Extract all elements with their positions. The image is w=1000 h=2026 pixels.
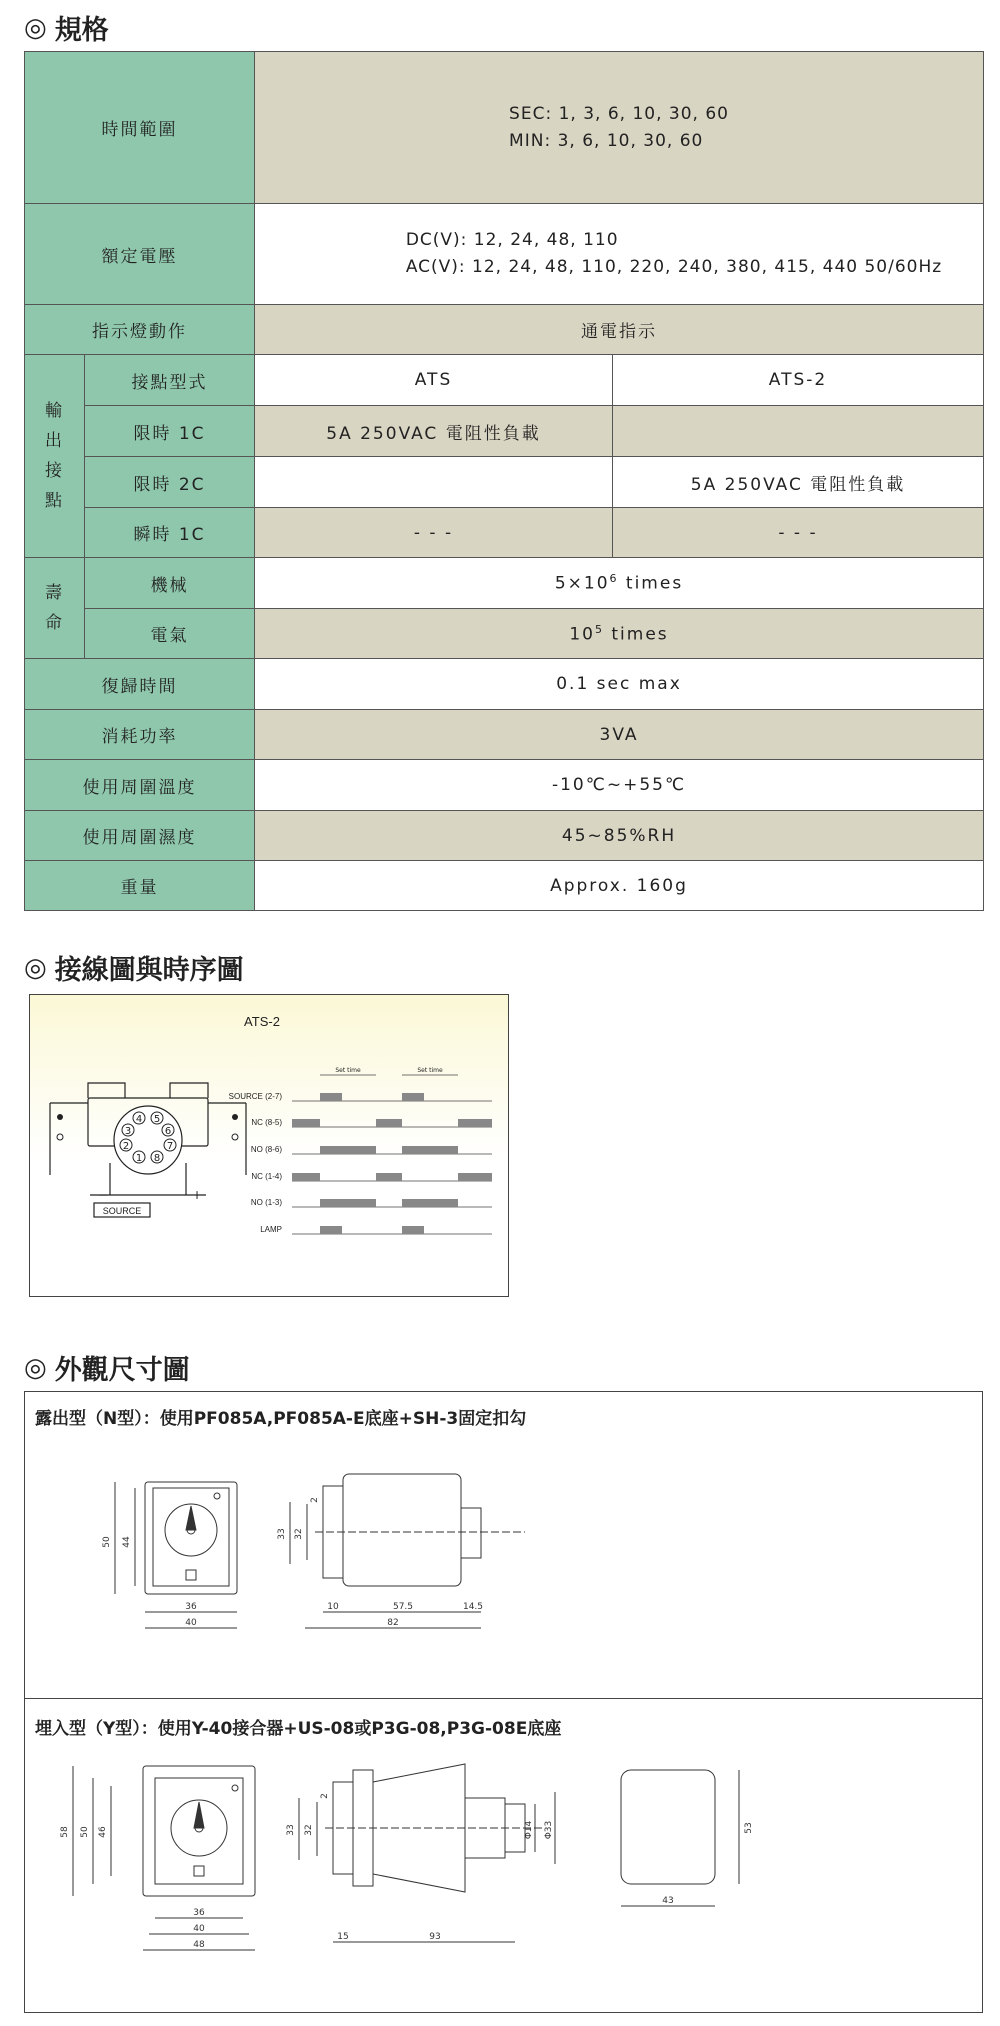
svg-text:2: 2 bbox=[310, 1497, 320, 1503]
source-label: SOURCE bbox=[102, 1206, 142, 1216]
y-side-view bbox=[299, 1764, 555, 1942]
svg-text:Φ33: Φ33 bbox=[544, 1820, 554, 1840]
temperature-label: 使用周圍溫度 bbox=[25, 760, 255, 811]
rated-voltage-label: 額定電壓 bbox=[25, 204, 255, 305]
reset-time-value: 0.1 sec max bbox=[255, 659, 984, 710]
svg-text:57.5: 57.5 bbox=[392, 1602, 414, 1612]
svg-text:36: 36 bbox=[185, 1602, 197, 1612]
power-value: 3VA bbox=[255, 710, 984, 760]
panel-divider bbox=[25, 1698, 982, 1699]
rated-voltage-value: DC(V): 12, 24, 48, 110 AC(V): 12, 24, 48, 110, 220, 240, 380, 415, 440 50/60Hz bbox=[255, 204, 984, 305]
svg-text:4: 4 bbox=[135, 1114, 143, 1125]
reset-time-label: 復歸時間 bbox=[25, 659, 255, 710]
time-range-value: SEC: 1, 3, 6, 10, 30, 60 MIN: 3, 6, 10, 30, 60 bbox=[255, 52, 984, 204]
y-side-dims bbox=[286, 1793, 554, 1942]
svg-text:Φ14: Φ14 bbox=[524, 1820, 534, 1840]
svg-text:50: 50 bbox=[80, 1826, 90, 1838]
svg-text:40: 40 bbox=[193, 1924, 205, 1934]
n-front-dims bbox=[102, 1536, 197, 1628]
svg-text:58: 58 bbox=[60, 1826, 70, 1838]
timed-2c-ats bbox=[255, 457, 613, 508]
y-cutout-dims bbox=[662, 1822, 754, 1906]
svg-text:14.5: 14.5 bbox=[462, 1602, 484, 1612]
svg-text:2: 2 bbox=[122, 1141, 130, 1152]
n-front-view bbox=[115, 1482, 237, 1628]
svg-text:NC (1-4): NC (1-4) bbox=[251, 1172, 282, 1181]
svg-text:NO (1-3): NO (1-3) bbox=[250, 1198, 282, 1207]
y-type-caption: 埋入型（Y型）：使用Y-40接合器+US-08或P3G-08,P3G-08E底座 bbox=[35, 1719, 562, 1739]
svg-text:6: 6 bbox=[164, 1126, 172, 1137]
life-mechanical-value: $5\times 10^6$ times bbox=[255, 558, 984, 609]
svg-text:43: 43 bbox=[662, 1896, 674, 1906]
timed-2c-label: 限時 2C bbox=[85, 457, 255, 508]
y-type-drawing bbox=[55, 1752, 955, 2002]
spec-section-title bbox=[24, 8, 109, 47]
svg-text:33: 33 bbox=[286, 1824, 296, 1836]
life-electrical-label: 電氣 bbox=[85, 609, 255, 659]
life-mechanical-label: 機械 bbox=[85, 558, 255, 609]
svg-text:7: 7 bbox=[166, 1141, 174, 1152]
wiring-section-title bbox=[24, 948, 244, 987]
life-group-label: 壽 命 bbox=[25, 558, 85, 659]
svg-text:53: 53 bbox=[744, 1822, 754, 1834]
circle-mark-icon: ◎ bbox=[24, 952, 47, 983]
dimensions-panel bbox=[24, 1391, 983, 2013]
wiring-diagram bbox=[30, 995, 508, 1296]
dims-section-title bbox=[24, 1348, 190, 1387]
svg-text:50: 50 bbox=[102, 1536, 112, 1548]
wiring-title: 接線圖與時序圖 bbox=[54, 955, 244, 986]
svg-text:3: 3 bbox=[124, 1126, 132, 1137]
set-time-labels bbox=[335, 1067, 443, 1074]
temperature-value: -10℃~+55℃ bbox=[255, 760, 984, 811]
timed-1c-ats: 5A 250VAC 電阻性負載 bbox=[255, 406, 613, 457]
svg-text:93: 93 bbox=[429, 1932, 441, 1942]
socket-schematic bbox=[50, 1083, 246, 1217]
time-range-label: 時間範圍 bbox=[25, 52, 255, 204]
timing-signal-labels bbox=[229, 1092, 283, 1234]
svg-text:82: 82 bbox=[387, 1618, 399, 1628]
circle-mark-icon: ◎ bbox=[24, 12, 47, 43]
instant-1c-label: 瞬時 1C bbox=[85, 508, 255, 558]
wiring-model-label: ATS-2 bbox=[244, 1014, 280, 1029]
spec-table bbox=[24, 51, 984, 911]
svg-text:8: 8 bbox=[153, 1153, 161, 1164]
output-group-label: 輸 出 接 點 bbox=[25, 355, 85, 558]
humidity-value: 45~85%RH bbox=[255, 811, 984, 861]
contact-type-ats2: ATS-2 bbox=[613, 355, 984, 406]
svg-text:46: 46 bbox=[98, 1826, 108, 1838]
life-electrical-value: $10^5$ times bbox=[255, 609, 984, 659]
svg-text:Set time: Set time bbox=[417, 1067, 443, 1074]
y-cutout-view bbox=[621, 1770, 739, 1906]
svg-text:15: 15 bbox=[337, 1932, 349, 1942]
svg-text:40: 40 bbox=[185, 1618, 197, 1628]
svg-text:32: 32 bbox=[294, 1528, 304, 1540]
svg-text:LAMP: LAMP bbox=[260, 1225, 282, 1234]
instant-1c-ats2: - - - bbox=[613, 508, 984, 558]
svg-text:1: 1 bbox=[135, 1153, 143, 1164]
indicator-value: 通電指示 bbox=[255, 305, 984, 355]
humidity-label: 使用周圍濕度 bbox=[25, 811, 255, 861]
svg-text:33: 33 bbox=[277, 1528, 287, 1540]
weight-label: 重量 bbox=[25, 861, 255, 911]
svg-text:2: 2 bbox=[320, 1793, 330, 1799]
svg-text:NO (8-6): NO (8-6) bbox=[250, 1145, 282, 1154]
n-type-drawing bbox=[85, 1452, 645, 1692]
timed-1c-ats2 bbox=[613, 406, 984, 457]
timed-1c-label: 限時 1C bbox=[85, 406, 255, 457]
y-front-dims bbox=[60, 1826, 205, 1950]
weight-value: Approx. 160g bbox=[255, 861, 984, 911]
svg-text:Set time: Set time bbox=[335, 1067, 361, 1074]
timing-pulses bbox=[292, 1093, 492, 1234]
spec-title: 規格 bbox=[54, 15, 109, 46]
plus-sign: + bbox=[192, 1188, 203, 1202]
svg-text:5: 5 bbox=[153, 1114, 161, 1125]
svg-text:48: 48 bbox=[193, 1940, 205, 1950]
dims-title: 外觀尺寸圖 bbox=[54, 1355, 190, 1386]
timed-2c-ats2: 5A 250VAC 電阻性負載 bbox=[613, 457, 984, 508]
circle-mark-icon: ◎ bbox=[24, 1352, 47, 1383]
svg-text:32: 32 bbox=[304, 1824, 314, 1836]
svg-text:SOURCE (2-7): SOURCE (2-7) bbox=[228, 1092, 282, 1101]
svg-text:36: 36 bbox=[193, 1908, 205, 1918]
svg-text:10: 10 bbox=[327, 1602, 339, 1612]
power-label: 消耗功率 bbox=[25, 710, 255, 760]
contact-type-label: 接點型式 bbox=[85, 355, 255, 406]
svg-text:44: 44 bbox=[122, 1536, 132, 1548]
instant-1c-ats: - - - bbox=[255, 508, 613, 558]
y-front-view bbox=[73, 1766, 255, 1950]
svg-text:NC (8-5): NC (8-5) bbox=[251, 1118, 282, 1127]
minus-sign: − bbox=[98, 1188, 109, 1202]
n-side-dims bbox=[277, 1497, 483, 1628]
contact-type-ats: ATS bbox=[255, 355, 613, 406]
wiring-diagram-panel bbox=[29, 994, 509, 1297]
n-type-caption: 露出型（N型）：使用PF085A,PF085A-E底座+SH-3固定扣勾 bbox=[35, 1409, 527, 1429]
indicator-label: 指示燈動作 bbox=[25, 305, 255, 355]
